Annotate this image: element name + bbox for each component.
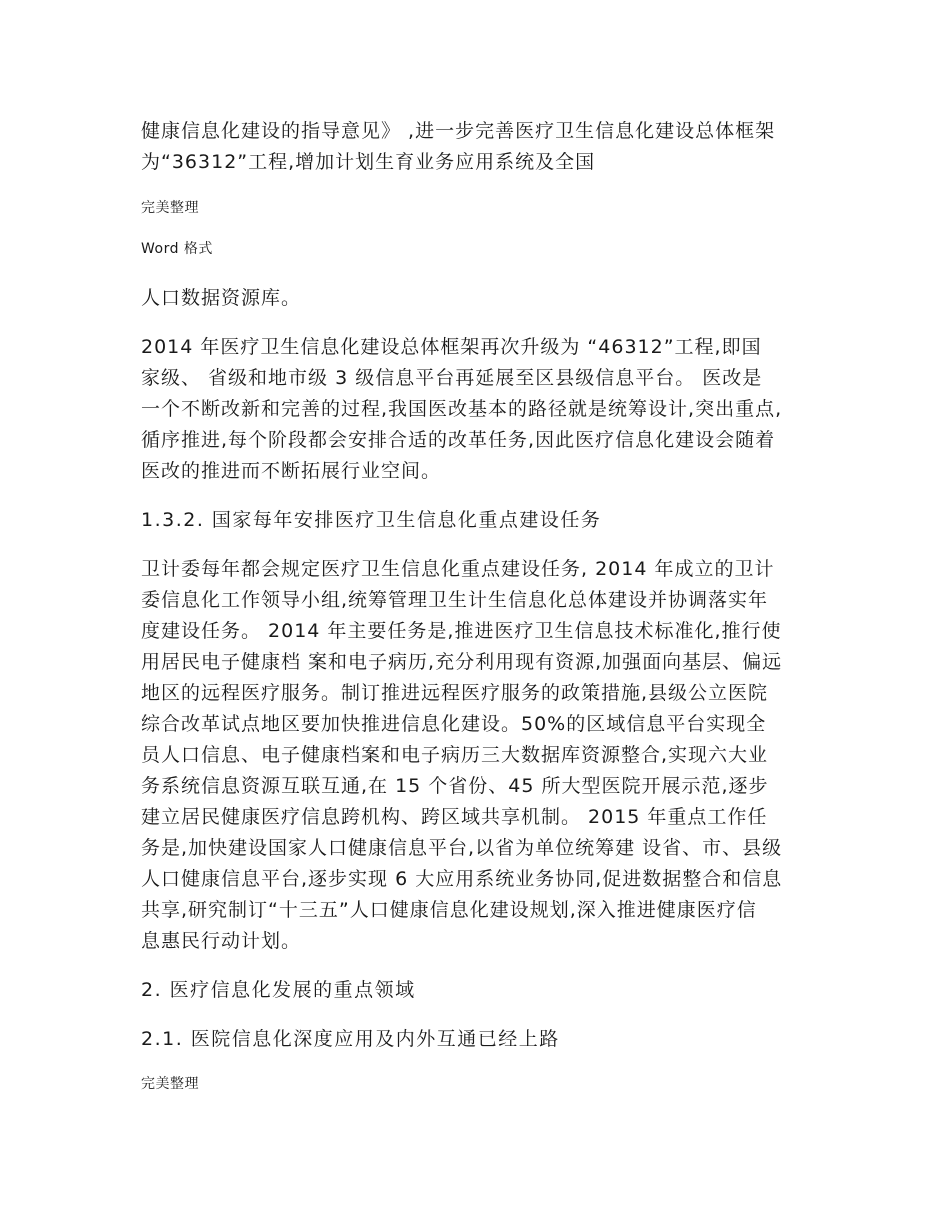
section-heading-2-1: 2.1. 医院信息化深度应用及内外互通已经上路 (141, 1028, 560, 1050)
text-line: 息惠民行动计划。 (141, 930, 302, 952)
paragraph-population-db (141, 283, 813, 314)
paragraph-annual-tasks (141, 554, 813, 957)
text-line: 地区的远程医疗服务。制订推进远程医疗服务的政策措施,县级公立医院 (141, 682, 769, 704)
text-line: 建立居民健康医疗信息跨机构、跨区域共享机制。 2015 年重点工作任 (141, 806, 768, 828)
section-heading-2: 2. 医疗信息化发展的重点领域 (141, 979, 416, 1001)
section-heading-1-3-2: 1.3.2. 国家每年安排医疗卫生信息化重点建设任务 (141, 509, 602, 531)
watermark-label: 完美整理 (141, 200, 199, 216)
text-line: 为“36312”工程,增加计划生育业务应用系统及全国 (141, 151, 596, 173)
text-line: 2014 年医疗卫生信息化建设总体框架再次升级为 “46312”工程,即国 (141, 336, 762, 358)
text-line: 用居民电子健康档 案和电子病历,充分利用现有资源,加强面向基层、偏远 (141, 651, 783, 673)
paragraph-framework-46312 (141, 332, 813, 487)
text-line: 务是,加快建设国家人口健康信息平台,以省为单位统筹建 设省、市、县级 (141, 837, 783, 859)
text-line: 委信息化工作领导小组,统筹管理卫生计生信息化总体建设并协调落实年 (141, 589, 769, 611)
text-line: 人口数据资源库。 (141, 287, 302, 309)
text-line: 一个不断改新和完善的过程,我国医改基本的路径就是统筹设计,突出重点, (141, 398, 783, 420)
text-line: 度建设任务。 2014 年主要任务是,推进医疗卫生信息技术标准化,推行使 (141, 620, 782, 642)
text-line: 家级、 省级和地市级 3 级信息平台再延展至区县级信息平台。 医改是 (141, 367, 763, 389)
text-line: 人口健康信息平台,逐步实现 6 大应用系统业务协同,促进数据整合和信息 (141, 868, 783, 890)
text-line: 卫计委每年都会规定医疗卫生信息化重点建设任务, 2014 年成立的卫计 (141, 558, 775, 580)
text-line: 循序推进,每个阶段都会安排合适的改革任务,因此医疗信息化建设会随着 (141, 429, 776, 451)
text-line: 员人口信息、电子健康档案和电子病历三大数据库资源整合,实现六大业 (141, 744, 769, 766)
text-line: 共享,研究制订“十三五”人口健康信息化建设规划,深入推进健康医疗信 (141, 899, 757, 921)
watermark-label-footer: 完美整理 (141, 1076, 199, 1092)
paragraph-framework-36312 (141, 116, 813, 178)
text-line: 健康信息化建设的指导意见》 ,进一步完善医疗卫生信息化建设总体框架 (141, 120, 776, 142)
text-line: 务系统信息资源互联互通,在 15 个省份、45 所大型医院开展示范,逐步 (141, 775, 769, 797)
text-line: 医改的推进而不断拓展行业空间。 (141, 460, 442, 482)
format-label: Word 格式 (141, 241, 213, 257)
text-line: 综合改革试点地区要加快推进信息化建设。50%的区域信息平台实现全 (141, 713, 767, 735)
